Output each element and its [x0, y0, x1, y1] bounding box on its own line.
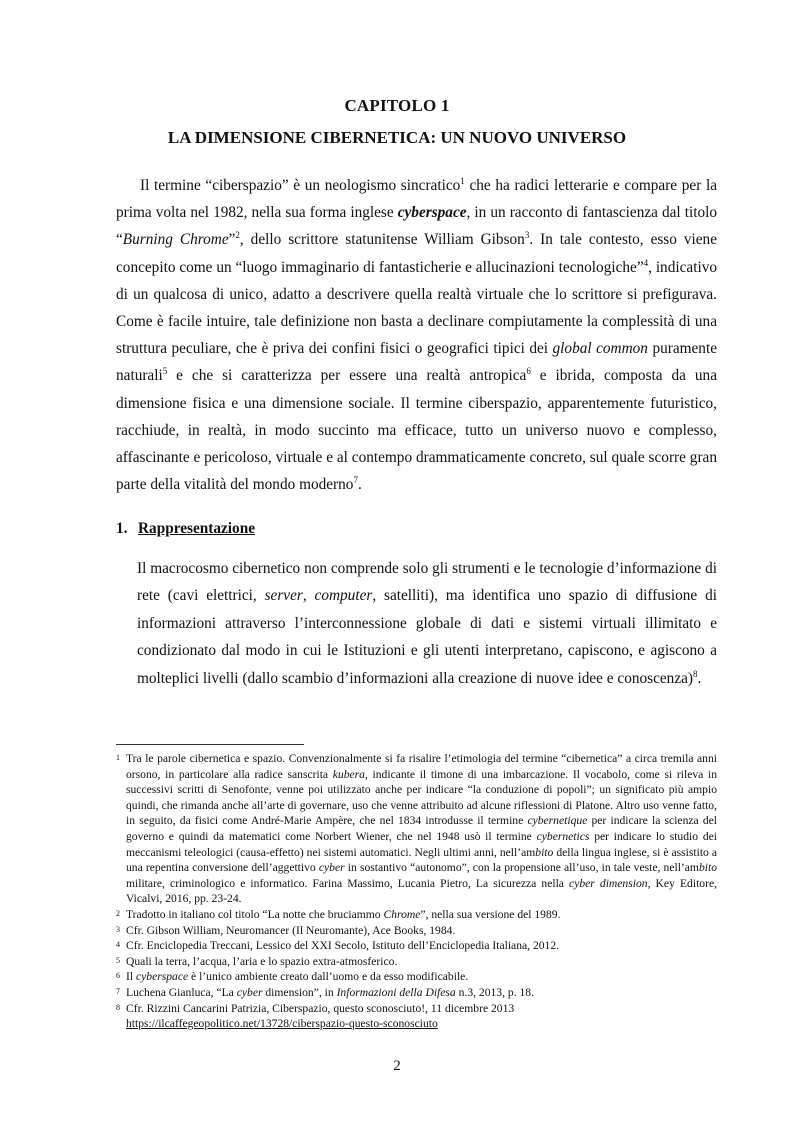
footnote-2: 2 Tradotto in italiano col titolo “La notte che bruciammo Chrome”, nella sua versione del 1989.	[116, 907, 561, 921]
footnote-ref[interactable]: 1	[460, 176, 465, 186]
footnote-ref[interactable]: 5	[162, 366, 168, 377]
footnote-8: 8 Cfr. Rizzini Cancarini Patrizia, Ciberspazio, questo sconosciuto!, 11 dicembre 2013 https://ilcaffegeopolitico.net/13728/ciberspazio-questo-sconosciuto	[116, 1001, 515, 1031]
footnotes	[116, 751, 717, 1032]
section-heading: 1. Rappresentazione	[116, 520, 255, 537]
footnote-ref[interactable]: 4	[643, 257, 649, 268]
intro-paragraph: Il termine “ciberspazio” è un neologismo sincratico$^1$ che ha radici letterarie e compare per la prima volta nel 1982, nella sua forma inglese cyberspace, in un racconto di fantascienza dal titolo “Burning Chrome”$^2$, dello scrittore statunitense William Gibson$^3$. In tale contesto, esso viene concepito come un “luogo immaginario di fantasticherie e allucinazioni tecnologiche”$^4$, indicativo di un qualcosa di unico, adatto a descrivere quella realtà virtuale che lo scrittore si prefigurava. Come è facile intuire, tale definizione non basta a declinare compiutamente la complessità di una struttura peculiare, che è priva dei confini fisici o geografici tipici dei global common puramente naturali$^5$ e che si caratterizza per essere una realtà antropica$^6$ e ibrida, composta da una dimensione fisica e una dimensione sociale. Il termine ciberspazio, apparentemente futuristico, racchiude, in realtà, in modo succinto ma efficace, tutto un universo nuovo e complesso, affascinante e pericoloso, virtuale e al contempo drammaticamente concreto, sul quale scorre gran parte della vitalità del mondo moderno$^7$.	[116, 176, 717, 494]
footnote-ref[interactable]: 3	[524, 230, 530, 241]
footnote-3: 3 Cfr. Gibson William, Neuromancer (Il Neuromante), Ace Books, 1984.	[116, 923, 456, 937]
page-number: 2	[393, 1058, 401, 1074]
chapter-number: CAPITOLO 1	[344, 96, 450, 115]
section-paragraph: Il macrocosmo cibernetico non comprende solo gli strumenti e le tecnologie d’informazione di rete (cavi elettrici, server, computer, satelliti), ma identifica uno spazio di diffusione di informazioni attraverso l’interconnessione globale di dati e sistemi virtuali illimitato e condizionato dal modo in cui le Istituzioni e gli utenti interpretano, capiscono, e agiscono a molteplici livelli (dallo scambio d’informazioni alla creazione di nuove idee e conoscenza)$^8$.	[137, 560, 717, 687]
footnote-ref[interactable]: 8	[693, 668, 698, 679]
footnote-1: 1 Tra le parole cibernetica e spazio. Convenzionalmente si fa risalire l’etimologia del termine “cibernetica” a circa tremila anni orsono, in particolare alla radice sanscrita kubera, indicante il timone di una imbarcazione. Il vocabolo, come si rileva in successivi scritti di Senofonte, venne poi utilizzato anche per indicare “la conduzione di popoli”; un significato più ampio quindi, che rimanda anche all’arte di governare, uso che venne attribuito ad alcune riflessioni di Platone. Altro uso venne fatto, in seguito, da fisici come André-Marie Ampère, che nel 1834 introdusse il termine cybernetique per indicare la scienza del governo e quindi da matematici come Norbert Wiener, che nel 1948 usò il termine cybernetics per indicare lo studio dei meccanismi teleologici (causa-effetto) nei sistemi automatici. Negli ultimi anni, nell’ambito della lingua inglese, si è assistito a una repentina conversione dell’aggettivo cyber in sostantivo “autonomo”, con la propensione all’uso, in tale veste, nell’ambito militare, criminologico e informatico. Farina Massimo, Lucania Pietro, La sicurezza nella cyber dimension, Key Editore, Vicalvi, 2016, pp. 23-24.	[116, 752, 718, 906]
footnote-6: 6 Il cyberspace è l’unico ambiente creato dall’uomo e da esso modificabile.	[116, 970, 469, 984]
footnote-ref[interactable]: 2	[235, 230, 240, 241]
footnote-7: 7 Luchena Gianluca, “La cyber dimension”, in Informazioni della Difesa n.3, 2013, p. 18.	[116, 985, 534, 999]
footnote-link[interactable]: https://ilcaffegeopolitico.net/13728/ciberspazio-questo-sconosciuto	[126, 1017, 438, 1031]
footnote-separator	[116, 744, 304, 745]
footnote-4: 4 Cfr. Enciclopedia Treccani, Lessico del XXI Secolo, Istituto dell’Enciclopedia Italiana, 2012.	[116, 939, 560, 953]
footnote-5: 5 Quali la terra, l’acqua, l’aria e lo spazio extra-atmosferico.	[116, 954, 398, 968]
footnote-ref[interactable]: 6	[526, 366, 531, 377]
footnote-ref[interactable]: 7	[353, 475, 358, 486]
chapter-title: LA DIMENSIONE CIBERNETICA: UN NUOVO UNIVERSO	[167, 128, 627, 147]
